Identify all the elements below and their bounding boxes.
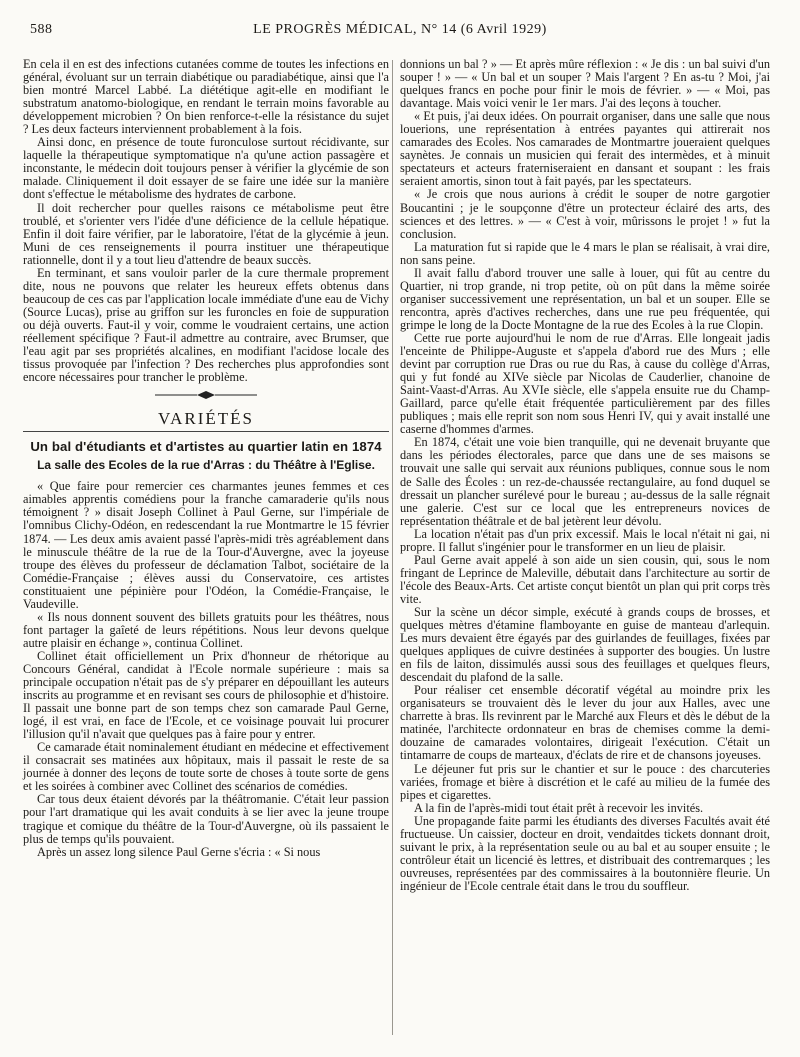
paragraph: Pour réaliser cet ensemble décoratif végétal au moindre prix les organisateurs se trouvaient dès le lever du jour aux Halles, avec une charrette à bras. Ils revinrent par le Marché aux Fleurs et dès le début de la matinée, l'architecte ordonnateur en bras de chemises comme la demi-douzaine de camarades volontaires, dirigeait l'exécution. C'était un tintamarre de coups de marteaux, d'éclats de rire et de chansons joyeuses. [400, 683, 770, 763]
running-header [30, 22, 770, 44]
paragraph: « Ils nous donnent souvent des billets gratuits pour les théâtres, nous font partager la gaîeté de leurs répétitions. Nous leur devons quelque autre plaisir en échange », continua Collinet. [23, 609, 389, 650]
ornament-divider [151, 390, 261, 400]
paragraph: Il avait fallu d'abord trouver une salle à louer, qui fût au centre du Quartier, ni trop grande, ni trop petite, où on pût dans la même soirée organiser successivement une représentation, un bal et un souper. Elle se rencontra, après d'actives recherches, dans une rue peu fréquentée, qui grimpe le long de la Docte Montagne de la rue des Ecoles à la rue Clopin. [400, 265, 770, 332]
paragraph: « Je crois que nous aurions à crédit le souper de notre gargotier Boucantini ; je le soupçonne d'être un protecteur éclairé des arts, des sciences et des lettres. » — « C'est à voir, mûrissons le projet ! » fut la conclusion. [400, 187, 770, 241]
paragraph: Une propagande faite parmi les étudiants des diverses Facultés avait été fructueuse. Un caissier, docteur en droit, vendaitdes tickets donnant droit, suivant le prix, à la représentation seule ou au bal et au souper ensuite ; le contrôleur était un licencié ès lettres, et distribuait des contremarques ; les ouvreuses, représentées par des commissaires à la boutonnière fleurie. Un ingénieur de l'Ecole centrale était dans le trou du souffleur. [400, 813, 770, 893]
paragraph: Paul Gerne avait appelé à son aide un sien cousin, qui, sous le nom fringant de Leprince de Maleville, débutait dans l'architecture au sortir de l'école des Beaux-Arts. Cet artiste conçut bientôt un plan qui prit corps très vite. [400, 552, 770, 606]
running-title: LE PROGRÈS MÉDICAL, N° 14 (6 Avril 1929) [253, 22, 547, 37]
page-number: 588 [30, 22, 53, 37]
article-title: Un bal d'étudiants et d'artistes au quartier latin en 1874 [30, 439, 382, 455]
paragraph: Car tous deux étaient dévorés par la théâtromanie. C'était leur passion pour l'art dramatique qui les avait conduits à se lier avec la jeune troupe tragique et comique du théâtre de la Tour-d'Auvergne, où ils passaient le plus de temps qu'ils pouvaient. [23, 792, 389, 846]
paragraph: Le déjeuner fut pris sur le chantier et sur le pouce : des charcuteries variées, fromage et bière à discrétion et le café au milieu de la fumée des pipes et cigarettes. [400, 761, 770, 802]
paragraph: La location n'était pas d'un prix excessif. Mais le local n'était ni gai, ni propre. Il fallut s'ingénier pour le transformer en un lieu de plaisir. [400, 526, 770, 554]
section-rule [23, 431, 389, 432]
paragraph: Cette rue porte aujourd'hui le nom de rue d'Arras. Elle longeait jadis l'enceinte de Philippe-Auguste et s'appela d'abord rue des Murs ; elle devint par corruption rue Dras ou rue du Ras, à cause du collège d'Arras, qui y fut fondé au XIVe siècle par Nicolas de Cauderlier, chanoine de Saint-Vaast-d'Arras. Au XVIe siècle, elle s'appela ensuite rue du Champ-Gaillard, parce qu'elle était fréquentée particulièrement par des filles publiques ; mais elle reprit son nom sous Henri IV, qui y avait installé une caserne d'hommes d'armes. [400, 330, 770, 437]
paragraph: A la fin de l'après-midi tout était prêt à recevoir les invités. [414, 800, 704, 815]
paragraph: Sur la scène un décor simple, exécuté à grands coups de brosses, et quelques mètres d'étamine flamboyante en guise de manteau d'arlequin. Les murs devaient être égayés par des guirlandes de feuillages, fixées par quelques appliques de cuivre destinées à supporter des bougies. Un lustre en fils de laiton, dissimulés aussi sous des feuillages et quelques fleurs, descendait du plafond de la salle. [400, 604, 770, 685]
article-subtitle: La salle des Ecoles de la rue d'Arras : du Théâtre à l'Eglise. [37, 458, 375, 473]
paragraph: En 1874, c'était une voie bien tranquille, qui ne devenait bruyante que dans les périodes électorales, parce que dans une de ses maisons se trouvait une salle qui servait aux réunions publiques, connue sous le nom de Salle des Écoles : un rez-de-chaussée rectangulaire, au fond duquel se dressait un plancher surélevé pour le bureau ; au-dessus de la salle régnait une galerie. C'est sur ce local que les entrepreneurs novices de représentation théâtrale et de bal jetèrent leur dévolu. [400, 435, 770, 528]
column-divider [392, 60, 393, 1035]
paragraph: donnions un bal ? » — Et après mûre réflexion : « Je dis : un bal suivi d'un souper ! » — « Un bal et un souper ? Mais l'argent ? En as-tu ? Moi, j'ai quelques francs en poche pour finir le mois de février. » — « Moi, pas davantage. Mais voici venir le 1er mars. J'ai des leçons à toucher. [400, 57, 770, 111]
left-column [23, 58, 389, 859]
paragraph: En cela il en est des infections cutanées comme de toutes les infections en général, évoluant sur un terrain diabétique ou paradiabétique, ainsi que l'a bien montré Marcel Labbé. La diététique agit-elle en modifiant le substratum anatomo-biologique, en rendant le terrain moins favorable au développement microbien ? On bien renforce-t-elle la résistance du sujet ? Les deux facteurs interviennent probablement à la fois. [23, 57, 389, 137]
paragraph: Ainsi donc, en présence de toute furonculose surtout récidivante, sur laquelle la thérapeutique symptomatique n'a qu'une action passagère et inconstante, le médecin doit toujours penser à vérifier la glycémie de son malade. Cliniquement il doit essayer de se faire une idée sur la manière dont s'effectue le métabolisme des hydrates de carbone. [23, 135, 389, 202]
right-column [400, 58, 770, 893]
section-heading: VARIÉTÉS [158, 409, 254, 429]
paragraph: Collinet était officiellement un Prix d'honneur de rhétorique au Concours Général, candidat à l'Ecole normale supérieure : mais sa principale occupation n'était pas de s'y préparer en dépouillant les auteurs inscrits au programme et en revisant ses cours de philosophie et d'histoire. Il passait une bonne part de son temps chez son camarade Paul Gerne, logé, il est vrai, en face de l'Ecole, et ce voisinage pouvait lui procurer l'illusion qu'il n'avait que quelques pas à faire pour y entrer. [23, 648, 389, 742]
paragraph: En terminant, et sans vouloir parler de la cure thermale proprement dite, nous ne pouvons que relater les heureux effets obtenus dans beaucoup de ces cas par l'application locale immédiate d'une eau de Vichy (Source Lucas), prise au griffon sur les furoncles en foie de suppuration ou déjà ouverts. Faut-il y voir, comme le voudraient certains, une action réellement spécifique ? Faut-il admettre au contraire, avec Brumser, que l'eau agit par ses propriétés alcalines, en modifiant l'acidose locale des tissus provoquée par l'infection ? Des recherches plus approfondies sont encore nécessaires pour trancher le problème. [23, 265, 389, 385]
paragraph: Après un assez long silence Paul Gerne s'écria : « Si nous [37, 844, 321, 859]
paragraph: « Que faire pour remercier ces charmantes jeunes femmes et ces aimables apprentis comédiens pour la franche camaraderie qu'ils nous témoignent ? » disait Joseph Collinet à Paul Gerne, sur l'impériale de l'omnibus Clichy-Odéon, en redescendant la rue Montmartre le 15 février 1874. — Les deux amis avaient passé l'après-midi très agréablement dans le minuscule théâtre de la rue de la Tour-d'Auvergne, avec la joyeuse troupe des élèves du professeur de déclamation Talbot, sociétaire de la Comédie-Française ; élèves aussi du Conservatoire, ces artistes constituaient une pépinière pour l'Odéon, la Comédie-Française, le Vaudeville. [23, 479, 389, 611]
paragraph: La maturation fut si rapide que le 4 mars le plan se réalisait, à vrai dire, non sans peine. [400, 239, 770, 267]
paragraph: Il doit rechercher pour quelles raisons ce métabolisme peut être troublé, et s'orienter vers l'idée d'une déficience de la cellule hépatique. Enfin il doit faire vérifier, par le laboratoire, l'état de la glycémie à jeun. Muni de ces renseignements il pourra instituer une thérapeutique rationnelle, dont il y a tout lieu d'attendre de beaux succès. [23, 200, 389, 267]
paragraph: « Et puis, j'ai deux idées. On pourrait organiser, dans une salle que nous louerions, une représentation à entrées payantes qui attirerait nos camarades des Ecoles. Nos camarades de Montmartre joueraient quelques saynètes. Je connais un musicien qui ferait des intermèdes, et à minuit spectateurs et acteurs fraterniseraient en dansant et soupant : les frais seraient amortis, sinon tout à fait payés, par les spectateurs. [400, 109, 770, 189]
paragraph: Ce camarade était nominalement étudiant en médecine et effectivement il consacrait ses matinées aux hôpitaux, mais il passait le reste de sa journée à donner des leçons de toute sorte de choses à toute sorte de gens et les soirées à combiner avec Collinet des scénarios de comédies. [23, 740, 389, 794]
